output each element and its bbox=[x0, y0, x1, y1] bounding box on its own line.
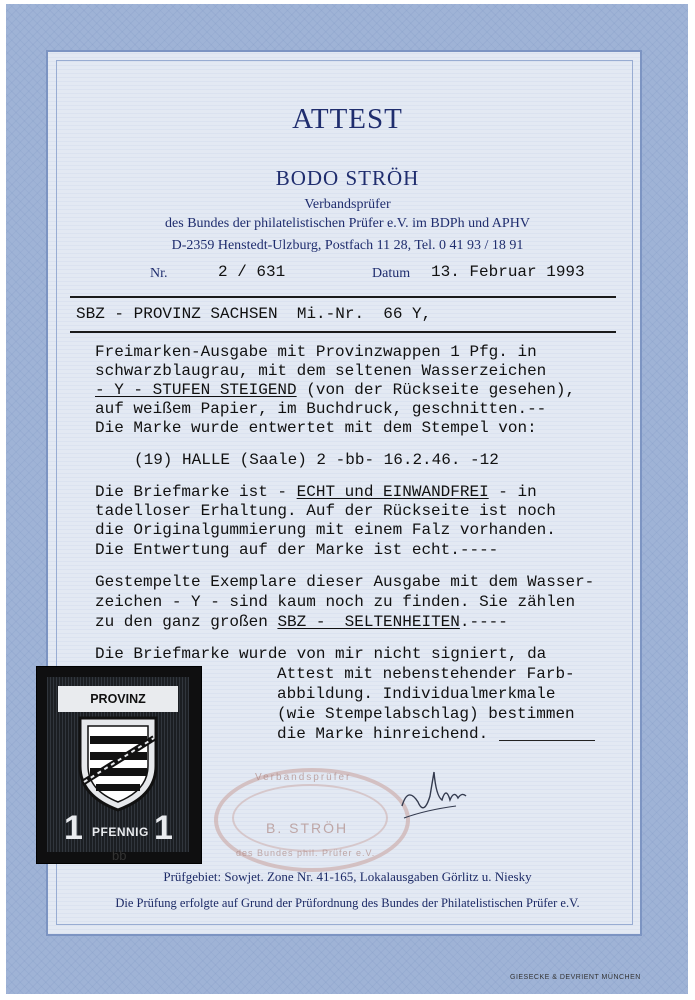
condition-line-1 bbox=[95, 483, 537, 501]
examination-basis: Die Prüfung erfolgte auf Grund der Prüfordnung des Bundes der Philatelistischen Prüfer e.V. bbox=[115, 896, 580, 910]
stamp-denomination: PFENNIG bbox=[92, 825, 149, 839]
divider-top bbox=[70, 296, 616, 298]
address-line: D-2359 Henstedt-Ulzburg, Postfach 11 28, Tel. 0 41 93 / 18 91 bbox=[171, 238, 524, 253]
association-line: des Bundes der philatelistischen Prüfer e.V. im BDPh und APHV bbox=[165, 216, 530, 231]
stamp-bottom-panel bbox=[58, 809, 178, 847]
signature-note-line-1: Die Briefmarke wurde von mir nicht signiert, da bbox=[95, 645, 547, 663]
rarity-emphasis: SBZ - SELTENHEITEN bbox=[277, 613, 460, 631]
signature-note-line-3: abbildung. Individualmerkmale bbox=[277, 685, 556, 703]
description-line-3-rest: (von der Rückseite gesehen), bbox=[296, 381, 576, 399]
seal-ring-bottom: des Bundes phil. Prüfer e.V. bbox=[236, 848, 376, 858]
rarity-line-2: zeichen - Y - sind kaum noch zu finden. Sie zählen bbox=[95, 593, 576, 611]
examiner-name: BODO STRÖH bbox=[275, 166, 420, 190]
handwritten-signature-icon bbox=[396, 766, 474, 830]
description-line-3 bbox=[95, 381, 575, 399]
stamp-top-text: PROVINZ bbox=[90, 692, 146, 706]
signature-note-rule bbox=[499, 740, 595, 741]
coat-of-arms-icon bbox=[66, 712, 170, 814]
divider-bottom bbox=[70, 331, 616, 333]
stamp-value-left: 1 bbox=[64, 809, 83, 847]
date-label: Datum bbox=[372, 266, 411, 281]
condition-line-1-a: Die Briefmarke ist - bbox=[95, 483, 297, 501]
postmark-line: (19) HALLE (Saale) 2 -bb- 16.2.46. -12 bbox=[134, 451, 499, 469]
signature-note-line-2: Attest mit nebenstehender Farb- bbox=[277, 665, 575, 683]
examination-scope: Prüfgebiet: Sowjet. Zone Nr. 41-165, Lokalausgaben Görlitz u. Niesky bbox=[163, 869, 532, 884]
seal-center-text: B. STRÖH bbox=[266, 820, 349, 836]
description-line-2: schwarzblaugrau, mit dem seltenen Wasserzeichen bbox=[95, 362, 547, 380]
description-line-5: Die Marke wurde entwertet mit dem Stempel von: bbox=[95, 419, 537, 437]
seal-ring-top: Verbandsprüfer bbox=[255, 772, 352, 783]
stamp-top-panel bbox=[58, 686, 178, 712]
description-line-4: auf weißem Papier, im Buchdruck, geschnitten.-- bbox=[95, 400, 547, 418]
signature-note-line-5: die Marke hinreichend. bbox=[277, 725, 489, 743]
rarity-line-1: Gestempelte Exemplare dieser Ausgabe mit dem Wasser- bbox=[95, 573, 595, 591]
signature-note-line-4: (wie Stempelabschlag) bestimmen bbox=[277, 705, 575, 723]
examiner-role: Verbandsprüfer bbox=[304, 197, 391, 212]
stamp-value-right: 1 bbox=[154, 809, 173, 847]
genuine-emphasis: ECHT und EINWANDFREI bbox=[296, 483, 489, 501]
watermark-emphasis: - Y - STUFEN STEIGEND bbox=[95, 381, 297, 399]
nr-label: Nr. bbox=[150, 266, 168, 281]
subject-line: SBZ - PROVINZ SACHSEN Mi.-Nr. 66 Y, bbox=[76, 305, 432, 323]
certificate-title: ATTEST bbox=[292, 103, 403, 135]
condition-line-3: die Originalgummierung mit einem Falz vorhanden. bbox=[95, 521, 556, 539]
examiner-seal-inner bbox=[232, 784, 388, 852]
nr-value: 2 / 631 bbox=[218, 263, 286, 281]
condition-line-4: Die Entwertung auf der Marke ist echt.---- bbox=[95, 541, 499, 559]
rarity-line-3 bbox=[95, 613, 508, 631]
rarity-line-3-b: .---- bbox=[459, 613, 508, 631]
rarity-line-3-a: zu den ganz großen bbox=[95, 613, 278, 631]
date-value: 13. Februar 1993 bbox=[431, 263, 585, 281]
condition-line-1-b: - in bbox=[488, 483, 537, 501]
condition-line-2: tadelloser Erhaltung. Auf der Rückseite ist noch bbox=[95, 502, 556, 520]
printer-imprint: GIESECKE & DEVRIENT MÜNCHEN bbox=[510, 974, 641, 981]
stamp-cancel-text: bb bbox=[112, 848, 127, 863]
description-line-1: Freimarken-Ausgabe mit Provinzwappen 1 Pfg. in bbox=[95, 343, 537, 361]
